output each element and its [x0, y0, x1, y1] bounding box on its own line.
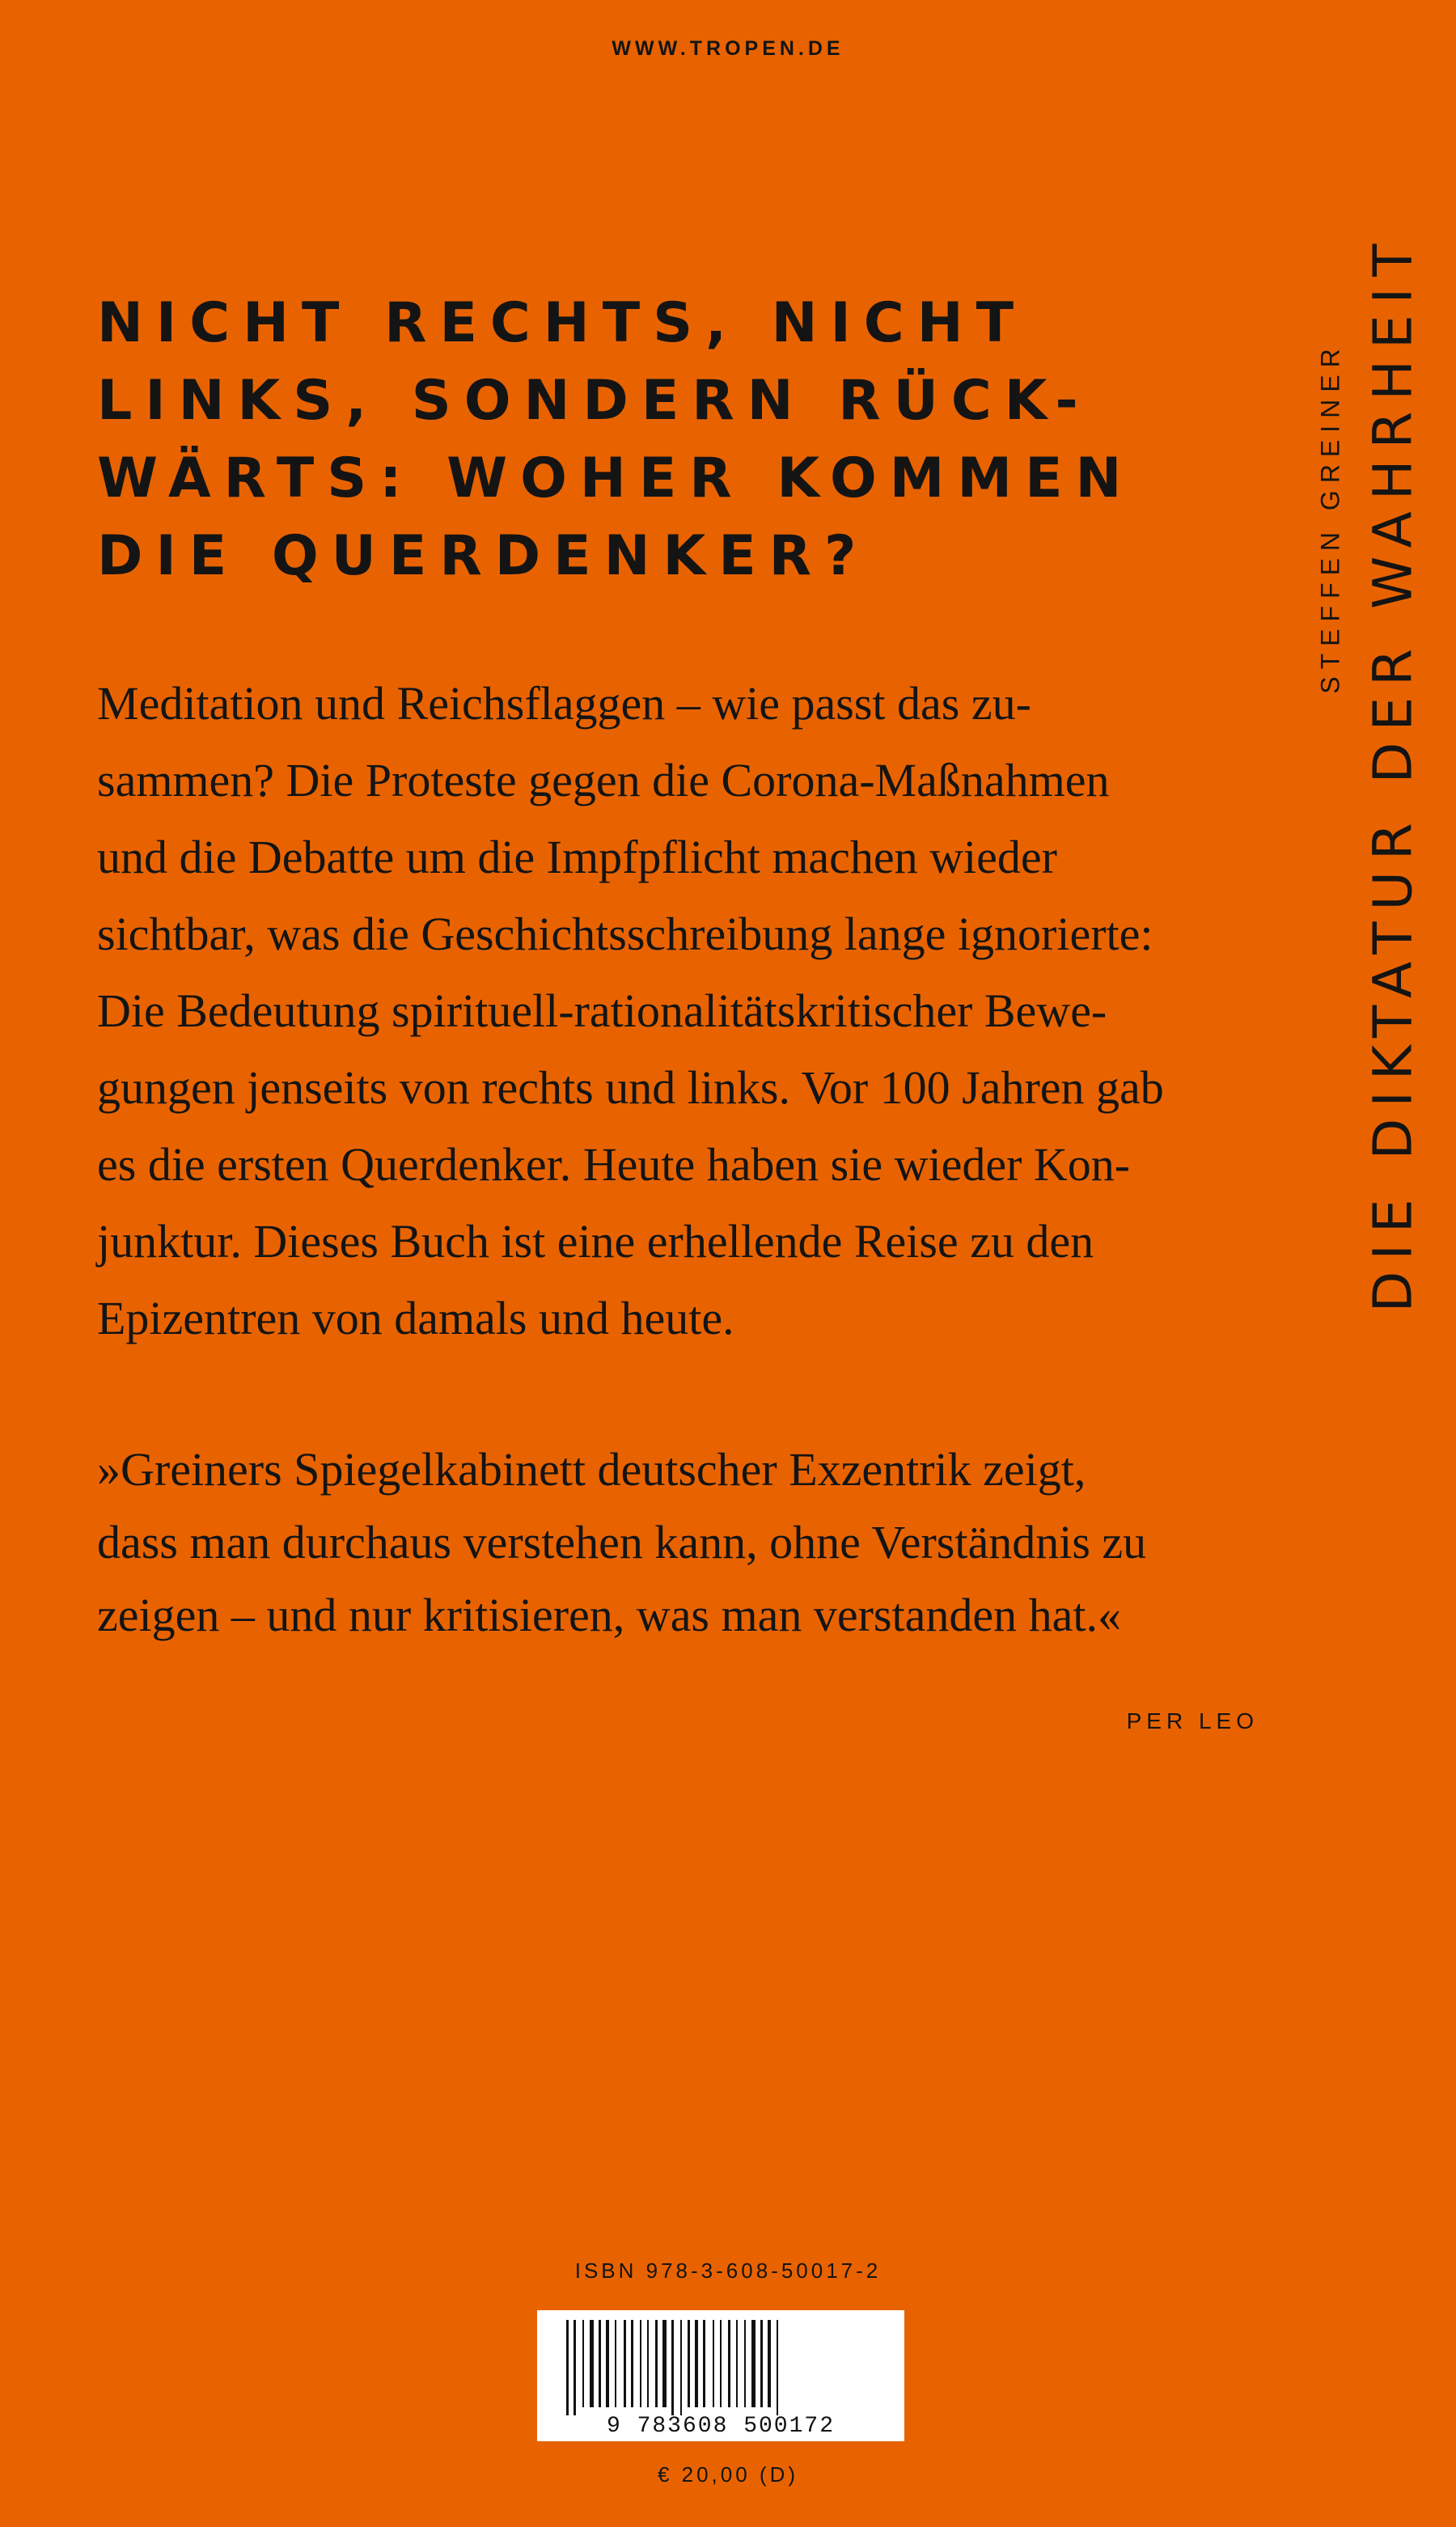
barcode-bar: [768, 2320, 771, 2407]
barcode-bar: [695, 2320, 698, 2407]
blurb-line: und die Debatte um die Impfpflicht machen wieder: [97, 831, 1057, 883]
barcode-bar: [590, 2320, 594, 2407]
spine-author: STEFFEN GREINER: [1315, 341, 1345, 694]
barcode-bar: [655, 2320, 658, 2407]
blurb-line: gungen jenseits von rechts und links. Vor 100 Jahren gab: [97, 1061, 1164, 1114]
barcode-bar: [566, 2320, 569, 2415]
quote-attribution: PER LEO: [1126, 1708, 1259, 1733]
headline-line: WÄRTS: WOHER KOMMEN: [97, 447, 1135, 510]
barcode-bar: [606, 2320, 609, 2407]
barcode-bar: [640, 2320, 641, 2407]
isbn-label: ISBN 978-3-608-50017-2: [574, 2258, 882, 2283]
blurb-line: Die Bedeutung spirituell-rationalitätskritischer Bewe-: [97, 984, 1107, 1037]
barcode-bar: [760, 2320, 763, 2407]
price-label: € 20,00 (D): [657, 2462, 799, 2487]
barcode-digits: 9 783608 500172: [606, 2414, 836, 2439]
blurb-line: Epizentren von damals und heute.: [97, 1292, 734, 1344]
barcode-bar: [713, 2320, 714, 2407]
spine-title: DIE DIKTATUR DER WAHRHEIT: [1361, 232, 1424, 1313]
headline-line: NICHT RECHTS, NICHT: [97, 291, 1026, 355]
blurb-line: es die ersten Querdenker. Heute haben sie wieder Kon-: [97, 1138, 1131, 1191]
barcode-bar: [728, 2320, 730, 2407]
barcode-bar: [744, 2320, 746, 2407]
barcode-bar: [631, 2320, 633, 2407]
barcode-bar: [647, 2320, 649, 2407]
headline: [97, 285, 1270, 595]
quote-line: dass man durchaus verstehen kann, ohne Verständnis zu: [97, 1516, 1147, 1568]
blurb-line: junktur. Dieses Buch ist eine erhellende Reise zu den: [97, 1215, 1094, 1268]
barcode-bar: [751, 2320, 756, 2407]
barcode-bar: [688, 2320, 690, 2407]
barcode: [537, 2310, 904, 2441]
headline-line: LINKS, SONDERN RÜCK-: [97, 369, 1091, 433]
blurb-text: [97, 665, 1262, 1357]
quote-line: »Greiners Spiegelkabinett deutscher Exzentrik zeigt,: [97, 1443, 1086, 1496]
blurb-line: sammen? Die Proteste gegen die Corona-Maßnahmen: [97, 754, 1110, 806]
barcode-bar: [599, 2320, 601, 2407]
barcode-bar: [671, 2320, 674, 2415]
barcode-bar: [720, 2320, 722, 2407]
publisher-website: WWW.TROPEN.DE: [612, 37, 844, 60]
barcode-bar: [582, 2320, 584, 2407]
barcode-bar: [574, 2320, 576, 2415]
headline-line: DIE QUERDENKER?: [97, 524, 870, 588]
barcode-bar: [662, 2320, 667, 2407]
barcode-graphic: [537, 2310, 904, 2441]
quote-line: zeigen – und nur kritisieren, was man verstanden hat.«: [97, 1589, 1121, 1641]
blurb-line: sichtbar, was die Geschichtsschreibung lange ignorierte:: [97, 908, 1153, 960]
barcode-bar: [736, 2320, 738, 2407]
barcode-bar: [624, 2320, 626, 2407]
barcode-bar: [703, 2320, 705, 2407]
barcode-bar: [615, 2320, 616, 2407]
blurb-line: Meditation und Reichsflaggen – wie passt das zu-: [97, 677, 1031, 730]
barcode-bar: [777, 2320, 778, 2415]
review-quote: [97, 1433, 1262, 1652]
barcode-bar: [680, 2320, 682, 2415]
